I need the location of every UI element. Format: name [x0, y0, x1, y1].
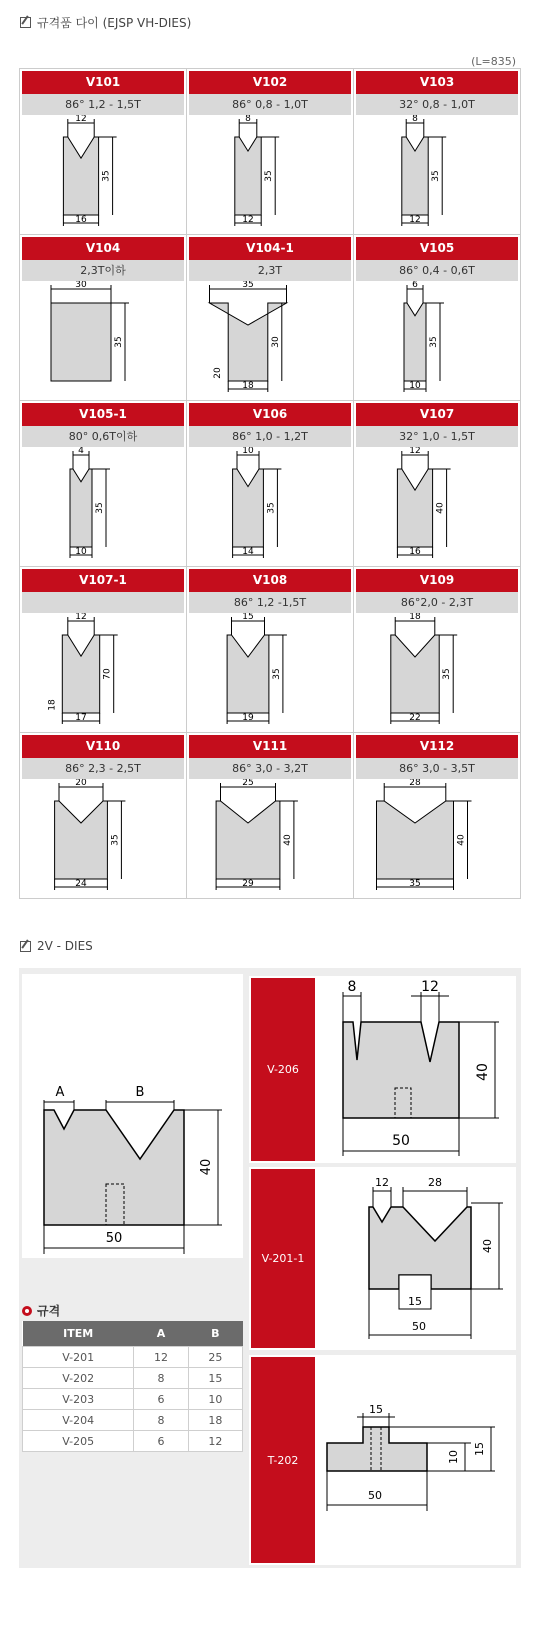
- dim-bottom: 10: [409, 381, 421, 391]
- die-drawing: [357, 281, 517, 393]
- dim-extra: 18: [47, 699, 58, 711]
- die-spec: 86° 0,8 - 1,0T: [189, 94, 351, 115]
- table-cell: 6: [134, 1431, 188, 1452]
- die-cell: [20, 567, 187, 732]
- table-cell: V-204: [23, 1410, 134, 1431]
- die-name: V108: [189, 569, 351, 592]
- die-drawing: [190, 613, 350, 725]
- dim-top: 28: [409, 779, 421, 788]
- dim-bottom: 29: [242, 879, 254, 889]
- die-cell: [354, 733, 520, 898]
- die-shape: [62, 635, 99, 713]
- panel-t-202: [249, 1355, 516, 1565]
- dim-bottom: 12: [409, 215, 421, 225]
- dim-bottom: 19: [242, 713, 254, 723]
- length-note: (L=835): [471, 55, 516, 68]
- die-spec: 86° 1,2 -1,5T: [189, 592, 351, 613]
- dim-top: 25: [242, 779, 254, 788]
- section2-title-text: 2V - DIES: [37, 939, 93, 953]
- dim-top: 8: [245, 115, 251, 124]
- dim-top: 4: [78, 447, 84, 456]
- dim-height: 35: [429, 336, 439, 348]
- table-row: [23, 1368, 243, 1389]
- section2-title: [20, 939, 93, 953]
- die-cell: [20, 733, 187, 898]
- die-drawing: [190, 779, 350, 891]
- die-shape: [70, 469, 92, 547]
- table-cell: 6: [134, 1389, 188, 1410]
- t202-drawing: [319, 1355, 516, 1565]
- dim-top: 30: [75, 281, 87, 290]
- die-drawing: [357, 613, 517, 725]
- spec-table: [22, 1321, 243, 1452]
- die-spec: 80° 0,6T이하: [22, 426, 184, 447]
- dim-top: 35: [242, 281, 254, 290]
- die-cell: [20, 69, 187, 234]
- grid-row: [20, 733, 520, 898]
- dim-bottom: 16: [409, 547, 421, 557]
- die-drawing: [23, 115, 183, 227]
- dim-d1: 15: [369, 1403, 383, 1416]
- die-name: V102: [189, 71, 351, 94]
- die-name: V107-1: [22, 569, 184, 592]
- table-cell: 12: [134, 1347, 188, 1368]
- main-diagram-panel: [22, 974, 243, 1258]
- section1-title: [20, 14, 191, 31]
- pen-icon: [20, 941, 31, 952]
- dim-bottom: 22: [409, 713, 421, 723]
- table-row: [23, 1431, 243, 1452]
- die-drawing: [190, 115, 350, 227]
- die-spec: 86° 3,0 - 3,5T: [356, 758, 518, 779]
- panel-label: T-202: [251, 1357, 315, 1563]
- die-spec: 86° 1,0 - 1,2T: [189, 426, 351, 447]
- dim-height: 35: [442, 668, 453, 680]
- die-spec: 86° 0,4 - 0,6T: [356, 260, 518, 281]
- dim-top: 6: [412, 281, 418, 290]
- die-name: V101: [22, 71, 184, 94]
- panel-v-206: [249, 976, 516, 1163]
- dim-height: 35: [266, 502, 277, 514]
- table-cell: V-203: [23, 1389, 134, 1410]
- die-name: V105-1: [22, 403, 184, 426]
- die-cell: [187, 69, 354, 234]
- dim-bottom: 18: [242, 381, 254, 391]
- die-spec: 86°2,0 - 2,3T: [356, 592, 518, 613]
- die-shape: [235, 137, 261, 215]
- die-cell: [20, 235, 187, 400]
- dim-height: 70: [102, 668, 113, 680]
- die-name: V112: [356, 735, 518, 758]
- dim-d2: 12: [421, 979, 439, 995]
- dim-extra: 20: [213, 367, 224, 379]
- die-shape: [391, 635, 439, 713]
- die-name: V107: [356, 403, 518, 426]
- die-drawing: [357, 447, 517, 559]
- section1-title-text: 규격품 다이 (EJSP VH-DIES): [37, 16, 192, 30]
- die-spec: [22, 592, 184, 613]
- die-cell: [20, 401, 187, 566]
- dim-bottom: 16: [75, 215, 87, 225]
- dim-h: 40: [481, 1239, 494, 1253]
- dim-h2: 15: [473, 1442, 486, 1456]
- dim-top: 12: [75, 115, 87, 124]
- dim-a: A: [55, 1085, 65, 1100]
- table-cell: 25: [188, 1347, 242, 1368]
- dim-height: 35: [264, 170, 275, 182]
- die-drawing: [23, 613, 183, 725]
- die-cell: [187, 235, 354, 400]
- die-spec: 86° 3,0 - 3,2T: [189, 758, 351, 779]
- die-cell: [187, 733, 354, 898]
- die-name: V109: [356, 569, 518, 592]
- spec-title-text: 규격: [37, 1304, 61, 1318]
- dim-height: 35: [271, 668, 282, 680]
- die-spec: 2,3T이하: [22, 260, 184, 281]
- die-spec: 86° 1,2 - 1,5T: [22, 94, 184, 115]
- die-shape: [397, 469, 432, 547]
- dim-w: 50: [368, 1489, 382, 1502]
- grid-row: [20, 69, 520, 235]
- dim-top: 20: [75, 779, 87, 788]
- die-spec: 86° 2,3 - 2,5T: [22, 758, 184, 779]
- table-cell: 8: [134, 1368, 188, 1389]
- v2011-drawing: [319, 1167, 516, 1350]
- bullet-icon: [22, 1306, 32, 1316]
- dim-d2: 28: [428, 1176, 442, 1189]
- table-header: ITEM: [23, 1321, 134, 1347]
- die-drawing: [357, 779, 517, 891]
- dim-top: 18: [409, 613, 421, 622]
- die-cell: [354, 69, 520, 234]
- dim-bottom: 14: [242, 547, 254, 557]
- table-cell: 12: [188, 1431, 242, 1452]
- die-drawing: [23, 779, 183, 891]
- die-shape: [377, 801, 454, 879]
- die-drawing: [23, 281, 183, 393]
- dim-bottom: 17: [75, 713, 87, 723]
- main-die-drawing: [22, 974, 243, 1258]
- table-row: [23, 1410, 243, 1431]
- panel-label: V-201-1: [251, 1169, 315, 1348]
- die-name: V111: [189, 735, 351, 758]
- table-header: B: [188, 1321, 242, 1347]
- table-row: [23, 1347, 243, 1368]
- spec-title: [22, 1302, 60, 1319]
- die-name: V104: [22, 237, 184, 260]
- dies-grid: [19, 68, 521, 899]
- dim-h: 40: [199, 1158, 214, 1176]
- dim-top: 8: [412, 115, 418, 124]
- die-drawing: [190, 447, 350, 559]
- dim-height: 35: [110, 834, 121, 846]
- die-cell: [187, 567, 354, 732]
- table-cell: 15: [188, 1368, 242, 1389]
- die-cell: [354, 567, 520, 732]
- panel-v-201-1: [249, 1167, 516, 1350]
- dim-b: B: [135, 1085, 145, 1100]
- dim-height: 35: [95, 502, 105, 514]
- die-shape: [233, 469, 264, 547]
- table-cell: 10: [188, 1389, 242, 1410]
- pen-icon: [20, 17, 31, 28]
- die-drawing: [357, 115, 517, 227]
- table-cell: V-202: [23, 1368, 134, 1389]
- dim-bottom: 35: [409, 879, 421, 889]
- dim-bottom: 12: [242, 215, 254, 225]
- dim-height: 40: [456, 834, 467, 846]
- die-shape: [402, 137, 428, 215]
- die-name: V103: [356, 71, 518, 94]
- die-drawing: [190, 281, 350, 393]
- die-cell: [187, 401, 354, 566]
- dim-slot: 15: [408, 1295, 422, 1308]
- dim-top: 10: [242, 447, 254, 456]
- dim-bottom: 10: [75, 547, 87, 557]
- v206-drawing: [319, 976, 516, 1163]
- die-drawing: [23, 447, 183, 559]
- dim-height: 35: [431, 170, 442, 182]
- die-spec: 32° 0,8 - 1,0T: [356, 94, 518, 115]
- table-cell: V-201: [23, 1347, 134, 1368]
- dim-top: 15: [242, 613, 254, 622]
- grid-row: [20, 401, 520, 567]
- die-shape: [216, 801, 280, 879]
- die-shape: [63, 137, 98, 215]
- table-header: A: [134, 1321, 188, 1347]
- dim-bottom: 24: [75, 879, 87, 889]
- table-cell: 18: [188, 1410, 242, 1431]
- die-cell: [354, 401, 520, 566]
- die-name: V106: [189, 403, 351, 426]
- die-spec: 32° 1,0 - 1,5T: [356, 426, 518, 447]
- dim-h: 40: [475, 1063, 491, 1081]
- die-name: V110: [22, 735, 184, 758]
- die-spec: 2,3T: [189, 260, 351, 281]
- die-shape: [227, 635, 269, 713]
- die-cell: [354, 235, 520, 400]
- dim-h1: 10: [447, 1450, 460, 1464]
- die-shape: [404, 303, 426, 381]
- table-row: [23, 1389, 243, 1410]
- dim-w: 50: [392, 1133, 410, 1149]
- dim-height: 40: [282, 834, 293, 846]
- dim-w: 50: [105, 1231, 123, 1246]
- dim-w: 50: [412, 1320, 426, 1333]
- grid-row: [20, 567, 520, 733]
- dim-d1: 12: [375, 1176, 389, 1189]
- die-name: V104-1: [189, 237, 351, 260]
- dim-height: 35: [101, 170, 112, 182]
- dim-d1: 8: [347, 979, 357, 995]
- table-cell: 8: [134, 1410, 188, 1431]
- die-name: V105: [356, 237, 518, 260]
- die-shape: [51, 303, 111, 381]
- panel-label: V-206: [251, 978, 315, 1161]
- dim-top: 12: [75, 613, 87, 622]
- dim-height: 35: [114, 336, 124, 348]
- table-cell: V-205: [23, 1431, 134, 1452]
- grid-row: [20, 235, 520, 401]
- dim-top: 12: [409, 447, 421, 456]
- dim-height: 30: [270, 336, 281, 348]
- die-shape: [55, 801, 108, 879]
- dim-height: 40: [435, 502, 446, 514]
